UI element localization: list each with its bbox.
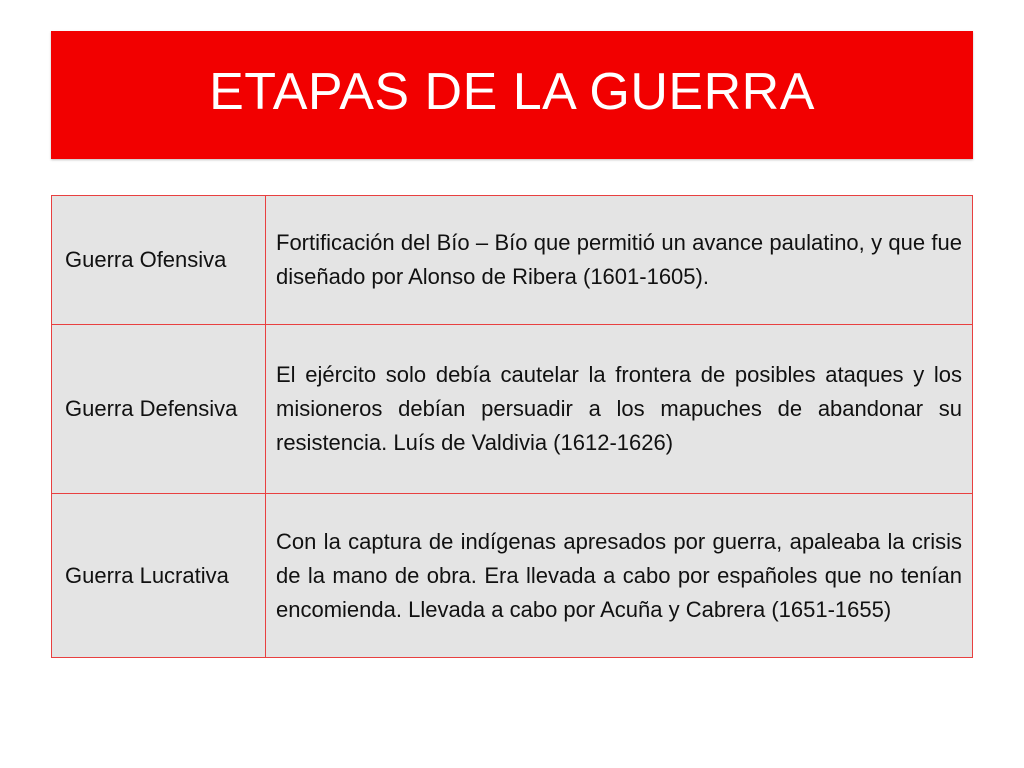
table-row [52, 196, 973, 325]
stage-description-cell: El ejército solo debía cautelar la frontera de posibles ataques y los misioneros debían persuadir a los mapuches de abandonar su resistencia. Luís de Valdivia (1612-1626) [266, 325, 973, 494]
stage-name-cell: Guerra Lucrativa [52, 494, 266, 658]
title-banner [51, 31, 973, 159]
table-row [52, 325, 973, 494]
stage-description-cell: Con la captura de indígenas apresados por guerra, apaleaba la crisis de la mano de obra. Era llevada a cabo por españoles que no tenían encomienda. Llevada a cabo por Acuña y Cabrera (1651-1655) [266, 494, 973, 658]
slide-title: ETAPAS DE LA GUERRA [209, 63, 815, 121]
stage-description-cell: Fortificación del Bío – Bío que permitió un avance paulatino, y que fue diseñado por Alonso de Ribera (1601-1605). [266, 196, 973, 325]
table-row [52, 494, 973, 658]
stage-name-cell: Guerra Defensiva [52, 325, 266, 494]
war-stages-table [51, 195, 973, 658]
stage-name-cell: Guerra Ofensiva [52, 196, 266, 325]
